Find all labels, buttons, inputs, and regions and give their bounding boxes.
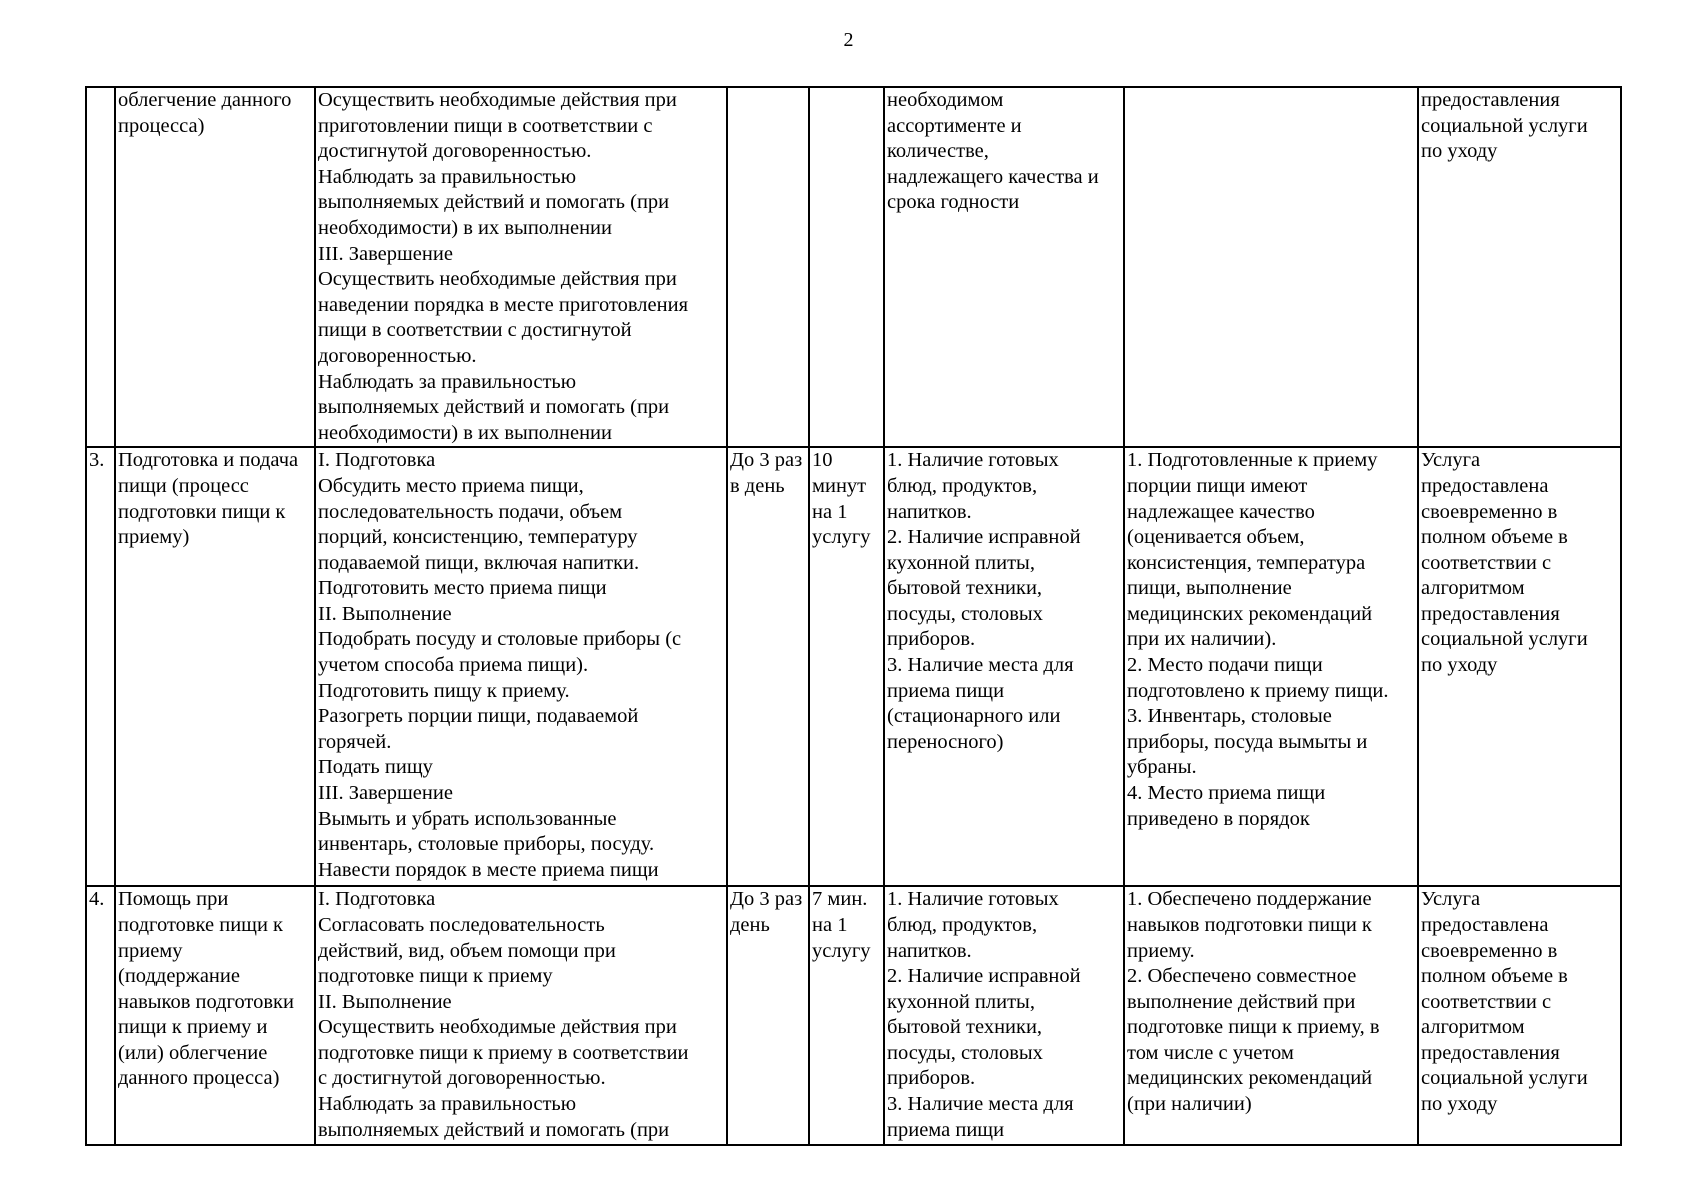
actions-line: наведении порядка в месте приготовления (318, 293, 689, 316)
conditions-line: блюд, продуктов, (887, 913, 1038, 936)
duration-line: 7 мин. (812, 888, 868, 911)
actions-line: Наблюдать за правильностью (318, 1093, 577, 1116)
assessment-line: по уходу (1421, 1093, 1498, 1116)
conditions-line: блюд, продуктов, (887, 474, 1038, 497)
row-number-cell (86, 447, 115, 886)
conditions-line: надлежащего качества и (887, 165, 1099, 188)
actions-line: Осуществить необходимые действия при (318, 89, 677, 111)
assessment-line: социальной услуги (1421, 114, 1588, 137)
actions-line: договоренностью. (318, 344, 477, 367)
conditions-cell (884, 87, 1124, 447)
results-line: пищи, выполнение (1127, 577, 1292, 600)
actions-line: Наблюдать за правильностью (318, 165, 577, 188)
results-line: порции пищи имеют (1127, 474, 1308, 497)
actions-line: Разогреть порции пищи, подаваемой (318, 705, 639, 728)
actions-line: выполняемых действий и помогать (при (318, 191, 670, 214)
assessment-line: предоставления (1421, 89, 1560, 111)
conditions-line: кухонной плиты, (887, 551, 1035, 574)
conditions-line: приборов. (887, 1067, 976, 1090)
duration-line: услугу (812, 526, 871, 549)
assessment-line: своевременно в (1421, 500, 1558, 523)
conditions-line: приема пищи (887, 1118, 1005, 1141)
assessment-line: по уходу (1421, 654, 1498, 677)
actions-line: III. Завершение (318, 782, 453, 805)
table-row (86, 447, 1621, 886)
conditions-line: 2. Наличие исправной (887, 526, 1081, 549)
actions-line: выполняемых действий и помогать (при (318, 396, 670, 419)
results-line: 2. Обеспечено совместное (1127, 965, 1357, 988)
results-line: при их наличии). (1127, 628, 1277, 651)
name-line: подготовке пищи к (118, 913, 284, 936)
name-line: облегчение данного (118, 89, 292, 111)
results-line: приему. (1127, 939, 1195, 962)
name-line: данного процесса) (118, 1067, 280, 1090)
assessment-line: соответствии с (1421, 551, 1552, 574)
assessment-cell (1418, 447, 1621, 886)
actions-line: необходимости) в их выполнении (318, 421, 612, 444)
actions-line: последовательность подачи, объем (318, 500, 623, 523)
conditions-line: (стационарного или (887, 705, 1061, 728)
table-row (86, 886, 1621, 1145)
actions-line: подготовке пищи к приему (318, 965, 553, 988)
actions-line: учетом способа приема пищи). (318, 654, 589, 677)
results-line: 4. Место приема пищи (1127, 782, 1326, 805)
actions-line: I. Подготовка (318, 888, 436, 911)
actions-cell (315, 886, 727, 1145)
assessment-line: социальной услуги (1421, 628, 1588, 651)
table-row (86, 87, 1621, 447)
num-text: 3. (89, 449, 105, 472)
conditions-line: напитков. (887, 939, 972, 962)
conditions-line: срока годности (887, 191, 1020, 214)
assessment-line: предоставления (1421, 1041, 1560, 1064)
assessment-line: полном объеме в (1421, 526, 1568, 549)
actions-line: Согласовать последовательность (318, 913, 605, 936)
actions-line: действий, вид, объем помощи при (318, 939, 616, 962)
results-line: 2. Место подачи пищи (1127, 654, 1323, 677)
actions-line: Вымыть и убрать использованные (318, 807, 617, 830)
actions-line: Подать пищу (318, 756, 433, 779)
results-line: (при наличии) (1127, 1093, 1252, 1116)
actions-line: пищи в соответствии с достигнутой (318, 319, 632, 342)
actions-line: II. Выполнение (318, 990, 452, 1013)
conditions-line: приборов. (887, 628, 976, 651)
frequency-line: До 3 раз (730, 888, 803, 911)
actions-line: Подготовить место приема пищи (318, 577, 607, 600)
actions-line: Наблюдать за правильностью (318, 370, 577, 393)
name-line: пищи (процесс (118, 474, 249, 497)
services-table (85, 86, 1622, 1146)
actions-line: подготовке пищи к приему в соответствии (318, 1041, 689, 1064)
actions-line: необходимости) в их выполнении (318, 216, 612, 239)
conditions-line: кухонной плиты, (887, 990, 1035, 1013)
results-line: выполнение действий при (1127, 990, 1356, 1013)
conditions-line: посуды, столовых (887, 602, 1043, 625)
results-line: медицинских рекомендаций (1127, 1067, 1373, 1090)
results-line: 1. Подготовленные к приему (1127, 449, 1378, 472)
assessment-line: своевременно в (1421, 939, 1558, 962)
assessment-cell (1418, 87, 1621, 447)
name-line: пищи к приему и (118, 1016, 268, 1039)
conditions-line: посуды, столовых (887, 1041, 1043, 1064)
assessment-line: алгоритмом (1421, 1016, 1525, 1039)
results-line: подготовлено к приему пищи. (1127, 679, 1389, 702)
name-line: Подготовка и подача (118, 449, 299, 472)
assessment-line: социальной услуги (1421, 1067, 1588, 1090)
actions-line: Подготовить пищу к приему. (318, 679, 570, 702)
actions-line: достигнутой договоренностью. (318, 140, 592, 163)
assessment-line: соответствии с (1421, 990, 1552, 1013)
results-line: убраны. (1127, 756, 1197, 779)
frequency-line: день (730, 913, 770, 936)
results-line: приведено в порядок (1127, 807, 1310, 830)
actions-line: III. Завершение (318, 242, 453, 265)
frequency-cell (727, 447, 809, 886)
results-line: подготовке пищи к приему, в (1127, 1016, 1380, 1039)
assessment-line: предоставления (1421, 602, 1560, 625)
duration-cell (809, 886, 884, 1145)
conditions-line: количестве, (887, 140, 989, 163)
actions-line: приготовлении пищи в соответствии с (318, 114, 653, 137)
conditions-line: 3. Наличие места для (887, 654, 1074, 677)
frequency-line: До 3 раз (730, 449, 803, 472)
actions-line: порций, консистенцию, температуру (318, 526, 638, 549)
conditions-line: бытовой техники, (887, 1016, 1043, 1039)
conditions-line: 1. Наличие готовых (887, 449, 1059, 472)
duration-line: на 1 (812, 500, 848, 523)
assessment-line: Услуга (1421, 888, 1481, 911)
duration-cell (809, 87, 884, 447)
duration-line: на 1 (812, 913, 848, 936)
frequency-cell (727, 87, 809, 447)
results-cell (1124, 886, 1418, 1145)
name-line: (поддержание (118, 965, 240, 988)
assessment-cell (1418, 886, 1621, 1145)
frequency-cell (727, 886, 809, 1145)
conditions-line: ассортименте и (887, 114, 1022, 137)
actions-line: горячей. (318, 730, 392, 753)
duration-line: услугу (812, 939, 871, 962)
actions-line: Осуществить необходимые действия при (318, 1016, 677, 1039)
assessment-line: предоставлена (1421, 913, 1549, 936)
conditions-cell (884, 886, 1124, 1145)
service-name-cell (115, 886, 315, 1145)
name-line: подготовки пищи к (118, 500, 286, 523)
results-line: том числе с учетом (1127, 1041, 1294, 1064)
frequency-line: в день (730, 474, 785, 497)
num-text: 4. (89, 888, 105, 911)
row-number-cell (86, 886, 115, 1145)
conditions-line: 3. Наличие места для (887, 1093, 1074, 1116)
conditions-line: 1. Наличие готовых (887, 888, 1059, 911)
duration-line: минут (812, 474, 867, 497)
actions-cell (315, 447, 727, 886)
results-line: медицинских рекомендаций (1127, 602, 1373, 625)
name-line: (или) облегчение (118, 1041, 268, 1064)
actions-cell (315, 87, 727, 447)
conditions-cell (884, 447, 1124, 886)
name-line: Помощь при (118, 888, 229, 911)
actions-line: инвентарь, столовые приборы, посуду. (318, 833, 655, 856)
results-cell (1124, 447, 1418, 886)
results-line: консистенция, температура (1127, 551, 1366, 574)
name-line: приему) (118, 526, 190, 549)
conditions-line: приема пищи (887, 679, 1005, 702)
conditions-line: бытовой техники, (887, 577, 1043, 600)
results-line: 1. Обеспечено поддержание (1127, 888, 1372, 911)
results-line: (оценивается объем, (1127, 526, 1305, 549)
name-line: навыков подготовки (118, 990, 294, 1013)
actions-line: выполняемых действий и помогать (при (318, 1118, 670, 1141)
assessment-line: алгоритмом (1421, 577, 1525, 600)
results-line: надлежащее качество (1127, 500, 1315, 523)
assessment-line: предоставлена (1421, 474, 1549, 497)
page-number: 2 (843, 29, 854, 51)
actions-line: Обсудить место приема пищи, (318, 474, 584, 497)
name-line: приему (118, 939, 183, 962)
assessment-line: по уходу (1421, 140, 1498, 163)
actions-line: подаваемой пищи, включая напитки. (318, 551, 640, 574)
actions-line: Подобрать посуду и столовые приборы (с (318, 628, 682, 651)
conditions-line: напитков. (887, 500, 972, 523)
actions-line: I. Подготовка (318, 449, 436, 472)
actions-line: II. Выполнение (318, 602, 452, 625)
assessment-line: полном объеме в (1421, 965, 1568, 988)
results-line: 3. Инвентарь, столовые (1127, 705, 1332, 728)
duration-line: 10 (812, 449, 833, 472)
conditions-line: необходимом (887, 89, 1004, 111)
name-line: процесса) (118, 114, 205, 137)
actions-line: Осуществить необходимые действия при (318, 268, 677, 291)
assessment-line: Услуга (1421, 449, 1481, 472)
results-line: навыков подготовки пищи к (1127, 913, 1372, 936)
duration-cell (809, 447, 884, 886)
service-name-cell (115, 87, 315, 447)
actions-line: с достигнутой договоренностью. (318, 1067, 606, 1090)
row-number-cell (86, 87, 115, 447)
conditions-line: переносного) (887, 730, 1004, 753)
conditions-line: 2. Наличие исправной (887, 965, 1081, 988)
actions-line: Навести порядок в месте приема пищи (318, 858, 659, 881)
results-cell (1124, 87, 1418, 447)
results-line: приборы, посуда вымыты и (1127, 730, 1368, 753)
service-name-cell (115, 447, 315, 886)
